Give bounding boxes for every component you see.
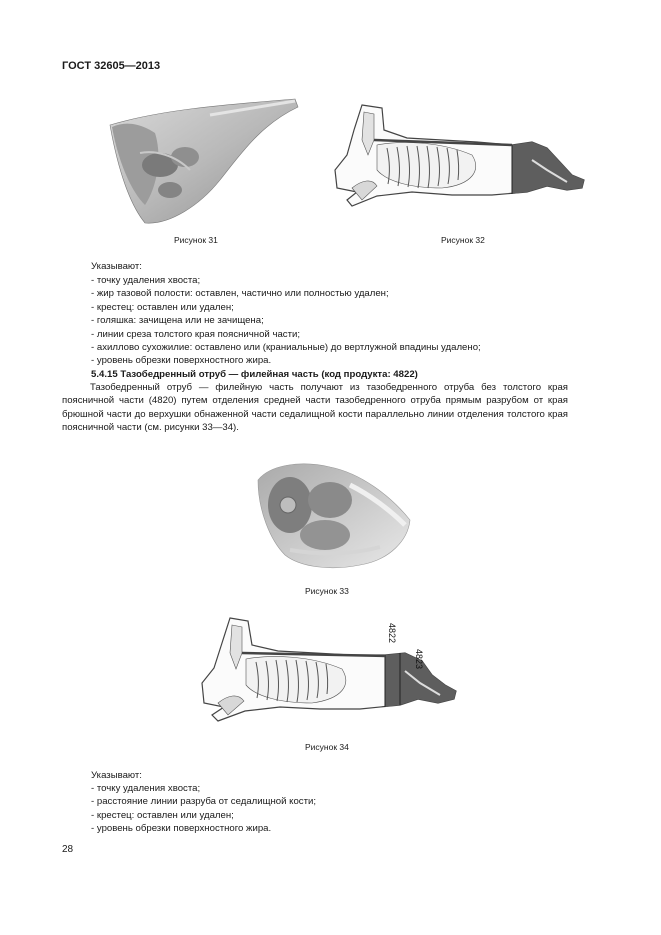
list-item: - расстояние линии разруба от седалищной кости; (91, 795, 316, 808)
figure-34-caption: Рисунок 34 (305, 742, 349, 752)
list-item: - уровень обрезки поверхностного жира. (91, 354, 481, 367)
figure-32-image (332, 100, 587, 215)
list-item: - точку удаления хвоста; (91, 274, 481, 287)
list-item: - крестец: оставлен или удален; (91, 301, 481, 314)
section1-list (91, 274, 481, 368)
figure-33-image (250, 455, 415, 575)
list-item: - ахиллово сухожилие: оставлено или (краниальные) до вертлужной впадины удалено; (91, 341, 481, 354)
list-item: - точку удаления хвоста; (91, 782, 316, 795)
section1-intro: Указывают: (91, 261, 142, 272)
section3-intro: Указывают: (91, 770, 142, 781)
figure-31-caption: Рисунок 31 (174, 235, 218, 245)
document-header: ГОСТ 32605—2013 (62, 60, 161, 72)
figure-32-caption: Рисунок 32 (441, 235, 485, 245)
list-item: - линии среза толстого края поясничной части; (91, 328, 481, 341)
list-item: - крестец: оставлен или удален; (91, 809, 316, 822)
cut-code-4822-text: 4822 (387, 623, 397, 644)
section-paragraph: Тазобедренный отруб — филейную часть получают из тазобедренного отруба без толстого края поясничной части (4820) путем отделения средней части тазобедренного отруба прямым разрубом от края брюшной части до верхушки обнаженной части седалищной кости параллельно линии отделения толстого края поясничной части (см. рисунки 33—34). (62, 382, 568, 434)
cut-code-label-4823 (414, 649, 424, 669)
cut-code-4823-text: 4823 (414, 649, 424, 670)
figure-34-image (200, 613, 460, 731)
section-heading: 5.4.15 Тазобедренный отруб — филейная часть (код продукта: 4822) (91, 369, 418, 380)
figure-31-image (100, 95, 300, 230)
figure-33-caption: Рисунок 33 (305, 586, 349, 596)
page-number: 28 (62, 844, 74, 855)
list-item: - уровень обрезки поверхностного жира. (91, 822, 316, 835)
section3-list (91, 782, 316, 836)
list-item: - голяшка: зачищена или не зачищена; (91, 314, 481, 327)
list-item: - жир тазовой полости: оставлен, частично или полностью удален; (91, 287, 481, 300)
cut-code-label-4822 (387, 623, 397, 643)
